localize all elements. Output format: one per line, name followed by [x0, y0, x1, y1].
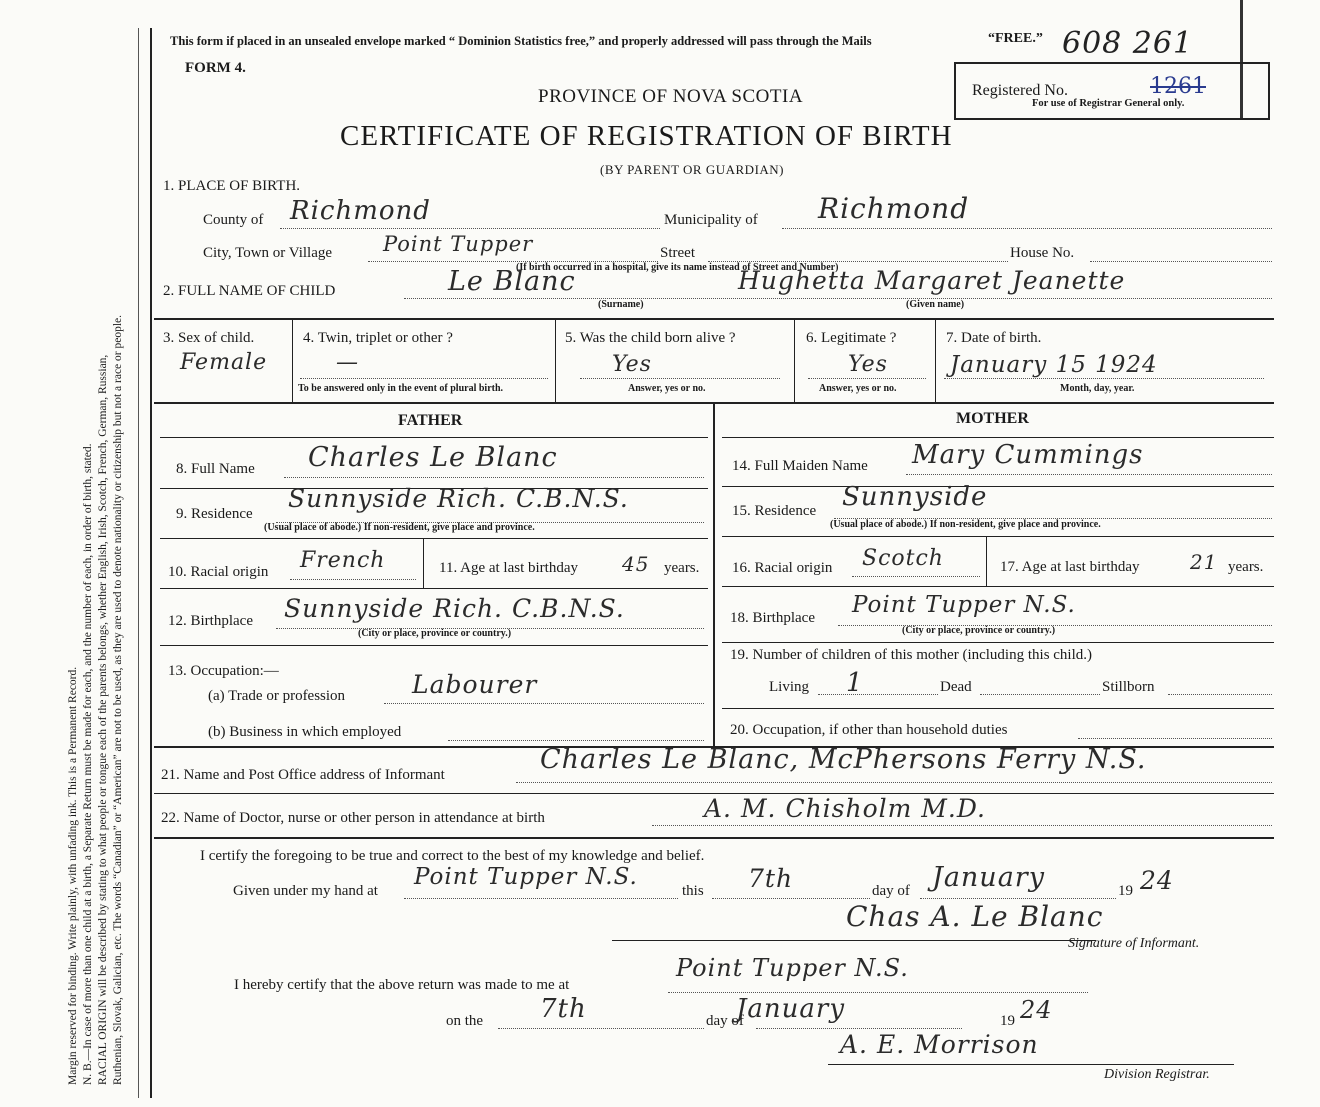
legitimate-value: Yes — [848, 352, 888, 377]
twin-value: — — [336, 350, 359, 375]
father-name-label: 8. Full Name — [176, 461, 255, 477]
father-trade-label: (a) Trade or profession — [208, 688, 346, 704]
mother-age-label: 17. Age at last birthday — [1000, 559, 1140, 575]
mother-birthplace-value: Point Tupper N.S. — [852, 592, 1076, 618]
given-at-label: Given under my hand at — [233, 883, 378, 899]
registrar-place-value: Point Tupper N.S. — [676, 954, 909, 982]
mother-residence-label: 15. Residence — [732, 503, 817, 519]
father-age-years: years. — [664, 560, 700, 576]
place-of-birth-heading: 1. PLACE OF BIRTH. — [163, 178, 301, 194]
father-trade-value: Labourer — [412, 670, 538, 699]
registrar-month-value: January — [736, 994, 846, 1024]
hospital-note: (If birth occurred in a hospital, give its name instead of Street and Number) — [516, 262, 839, 273]
father-occupation-label: 13. Occupation:— — [168, 663, 279, 679]
registrar-note: For use of Registrar General only. — [1032, 98, 1185, 109]
province-heading: PROVINCE OF NOVA SCOTIA — [538, 86, 804, 107]
mother-residence-note: (Usual place of abode.) If non-resident, give place and province. — [830, 519, 1101, 530]
mother-race-value: Scotch — [862, 546, 944, 571]
twin-label: 4. Twin, triplet or other ? — [303, 330, 453, 346]
municipality-label: Municipality of — [664, 212, 758, 228]
registrar-on-label: on the — [446, 1013, 484, 1029]
mother-heading: MOTHER — [956, 410, 1029, 427]
mother-name-label: 14. Full Maiden Name — [732, 458, 868, 474]
registered-label: Registered No. — [972, 82, 1068, 99]
informant-label: 21. Name and Post Office address of Informant — [161, 767, 445, 783]
father-race-value: French — [300, 548, 386, 573]
sex-value: Female — [180, 350, 268, 375]
dob-value: January 15 1924 — [950, 352, 1158, 378]
mother-stillborn-label: Stillborn — [1102, 679, 1155, 695]
certificate-title: CERTIFICATE OF REGISTRATION OF BIRTH — [340, 120, 953, 152]
mother-children-label: 19. Number of children of this mother (including this child.) — [730, 647, 1093, 663]
registrar-statement: I hereby certify that the above return was made to me at — [234, 977, 570, 993]
margin-note-multiple-births: N. B.—In case of more than one child at a birth, a Separate Return must be made for each, and the number of each, in order of birth, stated. — [82, 443, 94, 1085]
mother-residence-value: Sunnyside — [842, 482, 988, 512]
given-this-label: this — [682, 883, 704, 899]
mother-living-value: 1 — [846, 668, 864, 698]
alive-label: 5. Was the child born alive ? — [565, 330, 736, 346]
legitimate-note: Answer, yes or no. — [819, 383, 897, 394]
doctor-value: A. M. Chisholm M.D. — [704, 794, 986, 823]
child-given-value: Hughetta Margaret Jeanette — [738, 266, 1126, 295]
dob-label: 7. Date of birth. — [946, 330, 1042, 346]
stamp-number: 608 261 — [1062, 26, 1194, 61]
father-birthplace-label: 12. Birthplace — [168, 613, 253, 629]
legitimate-label: 6. Legitimate ? — [806, 330, 897, 346]
municipality-value: Richmond — [818, 192, 970, 225]
registrar-year-prefix: 19 — [1000, 1013, 1015, 1029]
alive-note: Answer, yes or no. — [628, 383, 706, 394]
mother-occupation-label: 20. Occupation, if other than household duties — [730, 722, 1008, 738]
father-residence-value: Sunnyside Rich. C.B.N.S. — [288, 484, 629, 513]
given-day-of-label: day of — [872, 883, 910, 899]
mother-age-value: 21 — [1190, 550, 1218, 574]
surname-caption: (Surname) — [598, 299, 644, 310]
margin-note-binding: Margin reserved for binding. Write plainly, with unfading ink. This is a Permanent Record. — [67, 666, 79, 1085]
mother-dead-label: Dead — [940, 679, 972, 695]
dob-note: Month, day, year. — [1060, 383, 1135, 394]
given-day-value: 7th — [748, 864, 794, 893]
mother-birthplace-note: (City or place, province or country.) — [902, 625, 1056, 636]
twin-note: To be answered only in the event of plural birth. — [298, 383, 504, 394]
county-label: County of — [203, 212, 264, 228]
mother-living-label: Living — [769, 679, 809, 695]
free-mark: “FREE.” — [988, 31, 1043, 46]
city-label: City, Town or Village — [203, 245, 333, 261]
margin-notes — [66, 5, 126, 1085]
margin-note-racial-origin: RACIAL ORIGIN will be described by stating to what people or tongue each of the parents belongs, whether English, Irish, Scotch, French, German, Russian, — [97, 354, 109, 1085]
registrar-signature: A. E. Morrison — [840, 1030, 1039, 1059]
city-value: Point Tupper — [383, 232, 534, 256]
mother-age-years: years. — [1228, 559, 1264, 575]
house-label: House No. — [1010, 245, 1075, 261]
county-value: Richmond — [290, 196, 431, 226]
child-name-label: 2. FULL NAME OF CHILD — [163, 283, 336, 299]
given-year-prefix: 19 — [1118, 883, 1133, 899]
alive-value: Yes — [612, 352, 652, 377]
father-name-value: Charles Le Blanc — [308, 442, 558, 473]
father-heading: FATHER — [398, 412, 463, 429]
given-year-value: 24 — [1140, 866, 1174, 895]
mother-race-label: 16. Racial origin — [732, 560, 833, 576]
father-residence-label: 9. Residence — [176, 506, 253, 522]
registered-value: 1261 — [1150, 74, 1206, 99]
margin-rule-inner — [150, 28, 152, 1098]
father-business-label: (b) Business in which employed — [208, 724, 402, 740]
father-birthplace-value: Sunnyside Rich. C.B.N.S. — [284, 594, 625, 623]
division-registrar-caption: Division Registrar. — [1104, 1067, 1210, 1082]
certify-statement: I certify the foregoing to be true and correct to the best of my knowledge and belief. — [200, 848, 705, 864]
given-at-place: Point Tupper N.S. — [414, 864, 638, 890]
registrar-year-value: 24 — [1020, 996, 1053, 1024]
father-residence-note: (Usual place of abode.) If non-resident, give place and province. — [264, 522, 535, 533]
postal-note: This form if placed in an unsealed envelope marked “ Dominion Statistics free,” and properly addressed will pass through the Mails — [170, 34, 872, 48]
child-surname-value: Le Blanc — [448, 266, 576, 297]
margin-note-racial-origin-cont: Ruthenian, Slovak, Galician, etc. The words “Canadian” or “American” are not to be used, as they are used to denote nationality or citizenship but not a race or people. — [112, 314, 124, 1085]
informant-value: Charles Le Blanc, McPhersons Ferry N.S. — [540, 744, 1147, 775]
father-age-label: 11. Age at last birthday — [439, 560, 578, 576]
informant-signature-caption: Signature of Informant. — [1068, 936, 1200, 951]
street-label: Street — [660, 245, 695, 261]
certificate-subtitle: (BY PARENT OR GUARDIAN) — [600, 162, 785, 177]
mother-birthplace-label: 18. Birthplace — [730, 610, 815, 626]
father-birthplace-note: (City or place, province or country.) — [358, 628, 512, 639]
doctor-label: 22. Name of Doctor, nurse or other person in attendance at birth — [161, 810, 545, 826]
margin-rule-outer — [138, 28, 139, 1098]
sex-label: 3. Sex of child. — [163, 330, 255, 346]
form-number: FORM 4. — [185, 60, 246, 76]
informant-signature: Chas A. Le Blanc — [846, 900, 1104, 933]
mother-name-value: Mary Cummings — [912, 440, 1144, 470]
given-caption: (Given name) — [906, 299, 965, 310]
given-month-value: January — [932, 862, 1045, 893]
registrar-day-value: 7th — [540, 994, 587, 1024]
registrar-day-of-label: day of — [706, 1013, 744, 1029]
father-age-value: 45 — [622, 552, 650, 576]
father-race-label: 10. Racial origin — [168, 564, 269, 580]
